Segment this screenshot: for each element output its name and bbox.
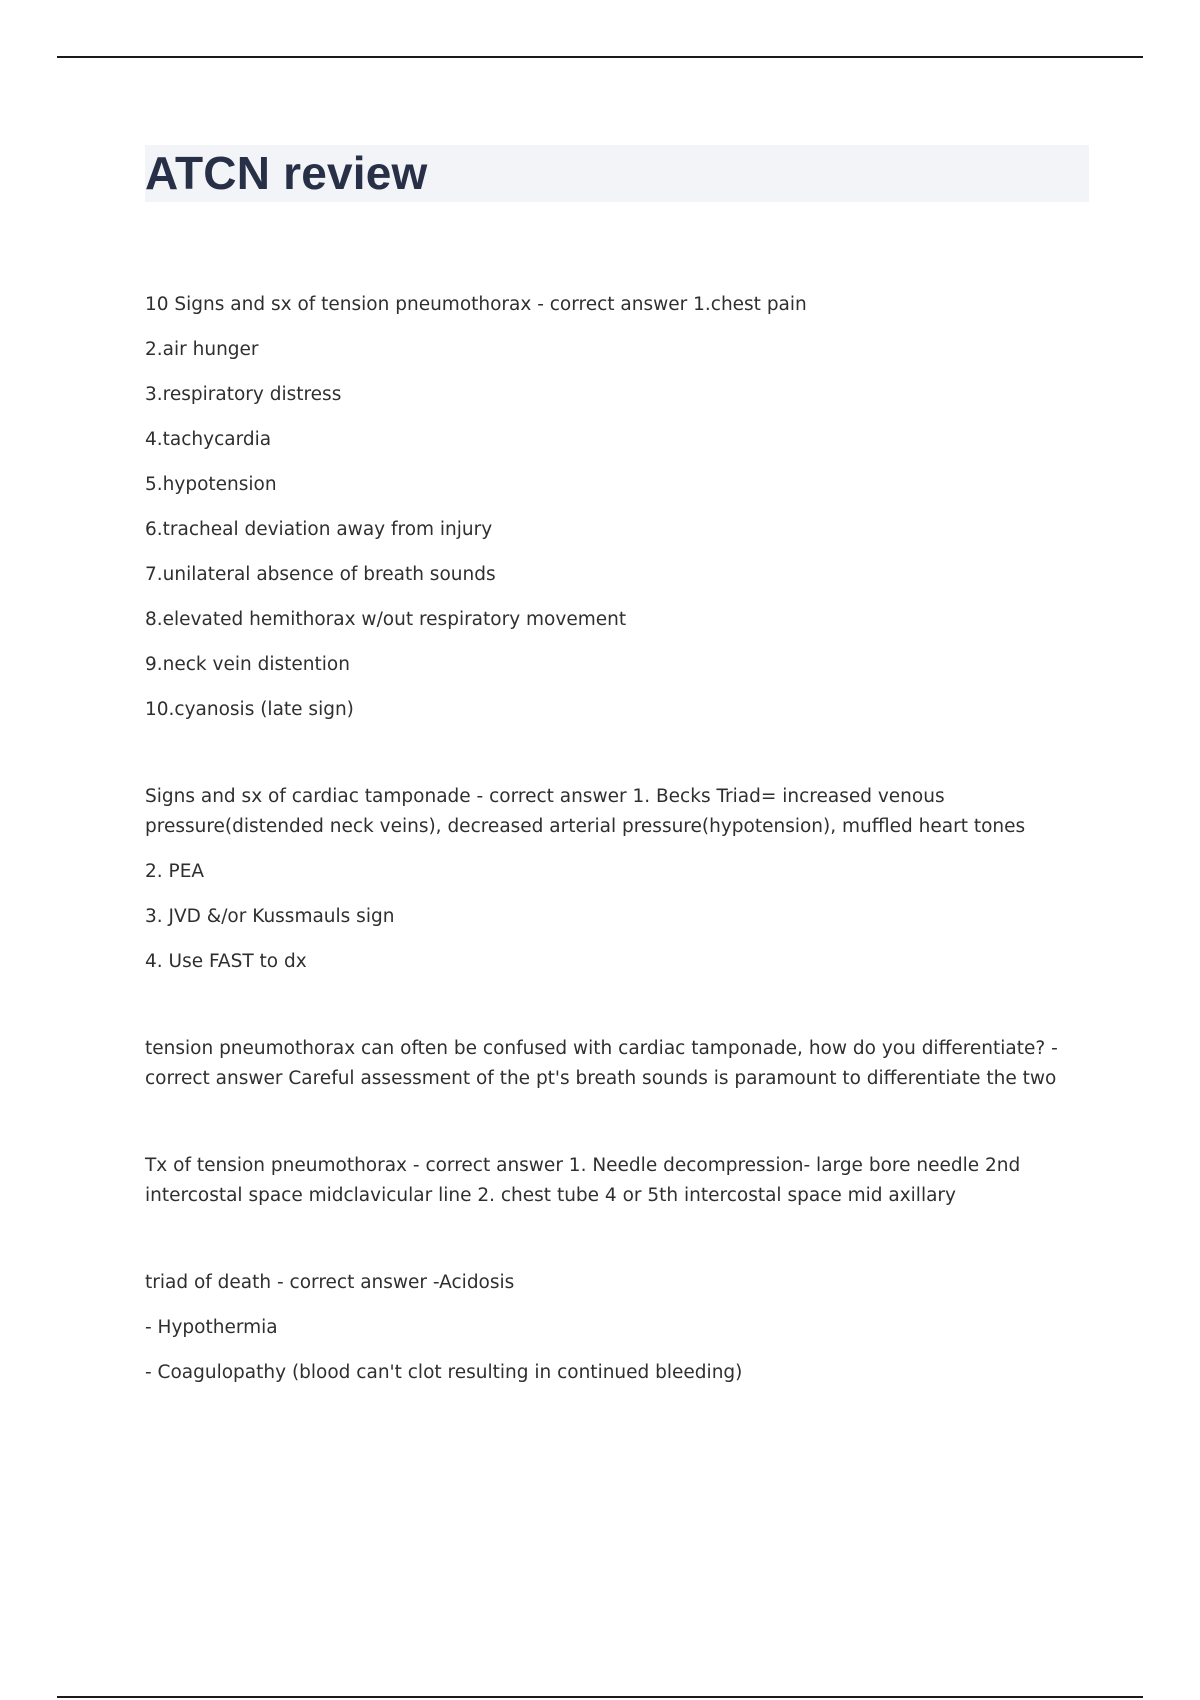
qa-line: 3.respiratory distress: [145, 384, 342, 405]
qa-line: 2. PEA: [145, 861, 205, 882]
qa-line: 8.elevated hemithorax w/out respiratory movement: [145, 609, 627, 630]
qa-line: 10.cyanosis (late sign): [145, 699, 354, 720]
qa-line: - Hypothermia: [145, 1317, 278, 1338]
qa-line: 6.tracheal deviation away from injury: [145, 519, 493, 540]
page-bottom-rule: [57, 1696, 1143, 1698]
qa-card-triad-of-death: [145, 1268, 1095, 1388]
qa-line: 4. Use FAST to dx: [145, 951, 307, 972]
qa-line: triad of death - correct answer -Acidosis: [145, 1272, 515, 1293]
qa-line: 7.unilateral absence of breath sounds: [145, 564, 496, 585]
qa-line: 3. JVD &/or Kussmauls sign: [145, 906, 395, 927]
qa-line: 9.neck vein distention: [145, 654, 350, 675]
qa-line: 4.tachycardia: [145, 429, 272, 450]
qa-line: 5.hypotension: [145, 474, 277, 495]
qa-card-tension-pneumothorax-signs: [145, 290, 1095, 725]
qa-card-differentiate: [145, 1034, 1095, 1094]
qa-line: tension pneumothorax can often be confused with cardiac tamponade, how do you differentiate? - correct answer Careful assessment of the pt's breath sounds is paramount to differentiate the two: [145, 1038, 1058, 1089]
qa-line: 2.air hunger: [145, 339, 259, 360]
qa-line: - Coagulopathy (blood can't clot resulting in continued bleeding): [145, 1362, 743, 1383]
qa-line: Tx of tension pneumothorax - correct answer 1. Needle decompression- large bore needle 2nd intercostal space midclavicular line 2. chest tube 4 or 5th intercostal space mid axillary: [145, 1155, 1021, 1206]
qa-card-cardiac-tamponade-signs: [145, 782, 1095, 977]
document-title: ATCN review: [145, 147, 428, 199]
qa-line: 10 Signs and sx of tension pneumothorax - correct answer 1.chest pain: [145, 294, 807, 315]
qa-line: Signs and sx of cardiac tamponade - correct answer 1. Becks Triad= increased venous pressure(distended neck veins), decreased arterial pressure(hypotension), muffled heart tones: [145, 786, 1026, 837]
page-top-rule: [57, 56, 1143, 58]
qa-card-tension-pneumothorax-tx: [145, 1151, 1095, 1211]
document-body: [145, 290, 1095, 1445]
